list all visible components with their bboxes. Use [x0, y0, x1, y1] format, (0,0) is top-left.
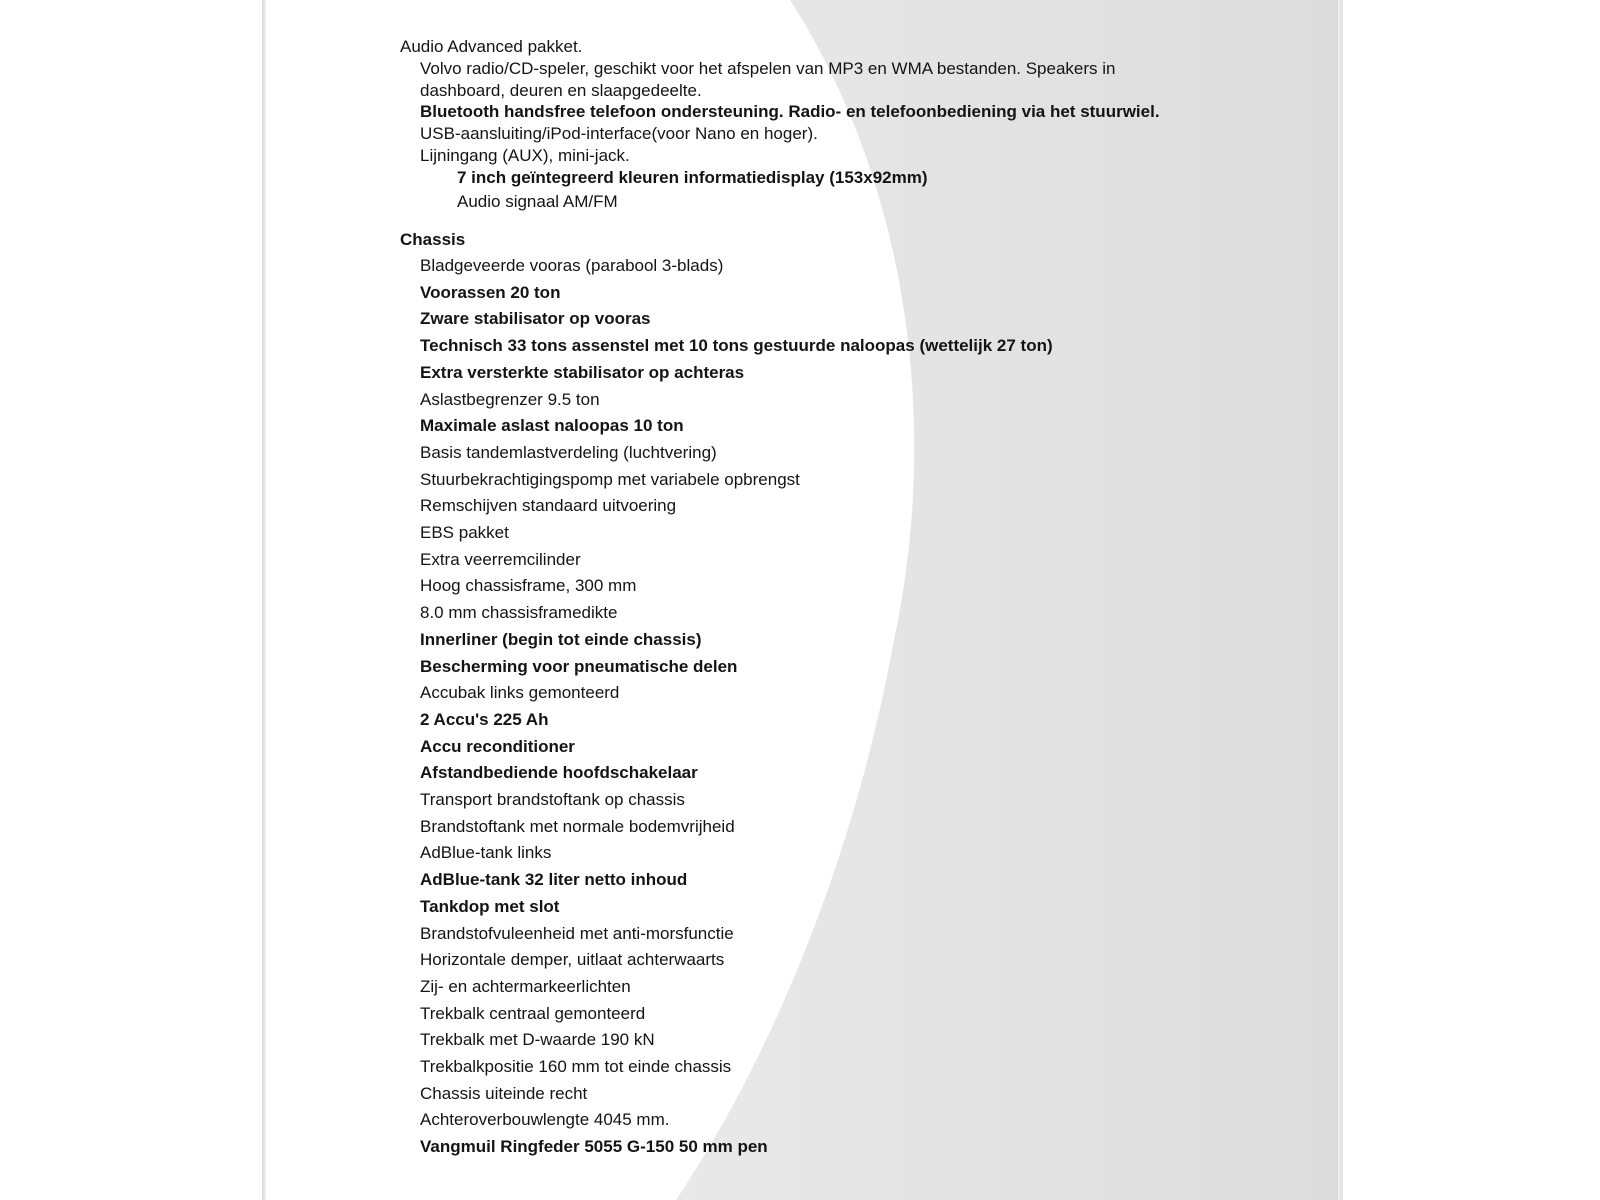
- chassis-item: Chassis uiteinde recht: [420, 1084, 588, 1103]
- chassis-item: Voorassen 20 ton: [420, 283, 561, 302]
- chassis-item: Stuurbekrachtigingspomp met variabele opbrengst: [420, 470, 800, 489]
- audio-line: Lijningang (AUX), mini-jack.: [420, 146, 630, 165]
- chassis-item: Bladgeveerde vooras (parabool 3-blads): [420, 256, 724, 275]
- chassis-item: Extra veerremcilinder: [420, 550, 581, 569]
- chassis-section-heading: Chassis: [400, 230, 466, 249]
- document-content: [266, 0, 1338, 1200]
- chassis-item: Aslastbegrenzer 9.5 ton: [420, 390, 600, 409]
- chassis-item: Remschijven standaard uitvoering: [420, 496, 677, 515]
- chassis-item: Brandstoftank met normale bodemvrijheid: [420, 817, 735, 836]
- chassis-item: Basis tandemlastverdeling (luchtvering): [420, 443, 717, 462]
- chassis-item: Zij- en achtermarkeerlichten: [420, 977, 631, 996]
- audio-line: dashboard, deuren en slaapgedeelte.: [420, 81, 702, 100]
- chassis-item: EBS pakket: [420, 523, 509, 542]
- chassis-item: Hoog chassisframe, 300 mm: [420, 576, 637, 595]
- chassis-item: Extra versterkte stabilisator op achteras: [420, 363, 745, 382]
- chassis-item: Bescherming voor pneumatische delen: [420, 657, 738, 676]
- audio-line: Volvo radio/CD-speler, geschikt voor het afspelen van MP3 en WMA bestanden. Speakers in: [420, 59, 1116, 78]
- chassis-item: Brandstofvuleenheid met anti-morsfunctie: [420, 924, 734, 943]
- chassis-item: Accu reconditioner: [420, 737, 575, 756]
- chassis-item: Accubak links gemonteerd: [420, 683, 620, 702]
- chassis-item: Transport brandstoftank op chassis: [420, 790, 685, 809]
- chassis-item: Horizontale demper, uitlaat achterwaarts: [420, 950, 725, 969]
- chassis-item: Achteroverbouwlengte 4045 mm.: [420, 1110, 670, 1129]
- chassis-item: Tankdop met slot: [420, 897, 560, 916]
- chassis-item: Innerliner (begin tot einde chassis): [420, 630, 702, 649]
- document-page: [266, 0, 1338, 1200]
- chassis-item: Trekbalk centraal gemonteerd: [420, 1004, 646, 1023]
- chassis-item: AdBlue-tank 32 liter netto inhoud: [420, 870, 688, 889]
- audio-line: 7 inch geïntegreerd kleuren informatiedisplay (153x92mm): [457, 168, 928, 187]
- chassis-item: Vangmuil Ringfeder 5055 G-150 50 mm pen: [420, 1137, 768, 1156]
- audio-line: USB-aansluiting/iPod-interface(voor Nano en hoger).: [420, 124, 818, 143]
- chassis-item: Zware stabilisator op vooras: [420, 309, 651, 328]
- chassis-item: 8.0 mm chassisframedikte: [420, 603, 618, 622]
- audio-line: Audio signaal AM/FM: [457, 192, 618, 211]
- chassis-item: Afstandbediende hoofdschakelaar: [420, 763, 698, 782]
- page-right-edge: [1338, 0, 1343, 1200]
- chassis-item: 2 Accu's 225 Ah: [420, 710, 549, 729]
- chassis-item: AdBlue-tank links: [420, 843, 552, 862]
- audio-line: Bluetooth handsfree telefoon ondersteuning. Radio- en telefoonbediening via het stuurwiel.: [420, 102, 1160, 121]
- chassis-item: Trekbalk met D-waarde 190 kN: [420, 1030, 655, 1049]
- chassis-item: Maximale aslast naloopas 10 ton: [420, 416, 684, 435]
- chassis-item: Technisch 33 tons assenstel met 10 tons gestuurde naloopas (wettelijk 27 ton): [420, 336, 1053, 355]
- chassis-item: Trekbalkpositie 160 mm tot einde chassis: [420, 1057, 732, 1076]
- audio-section-heading: Audio Advanced pakket.: [400, 37, 583, 56]
